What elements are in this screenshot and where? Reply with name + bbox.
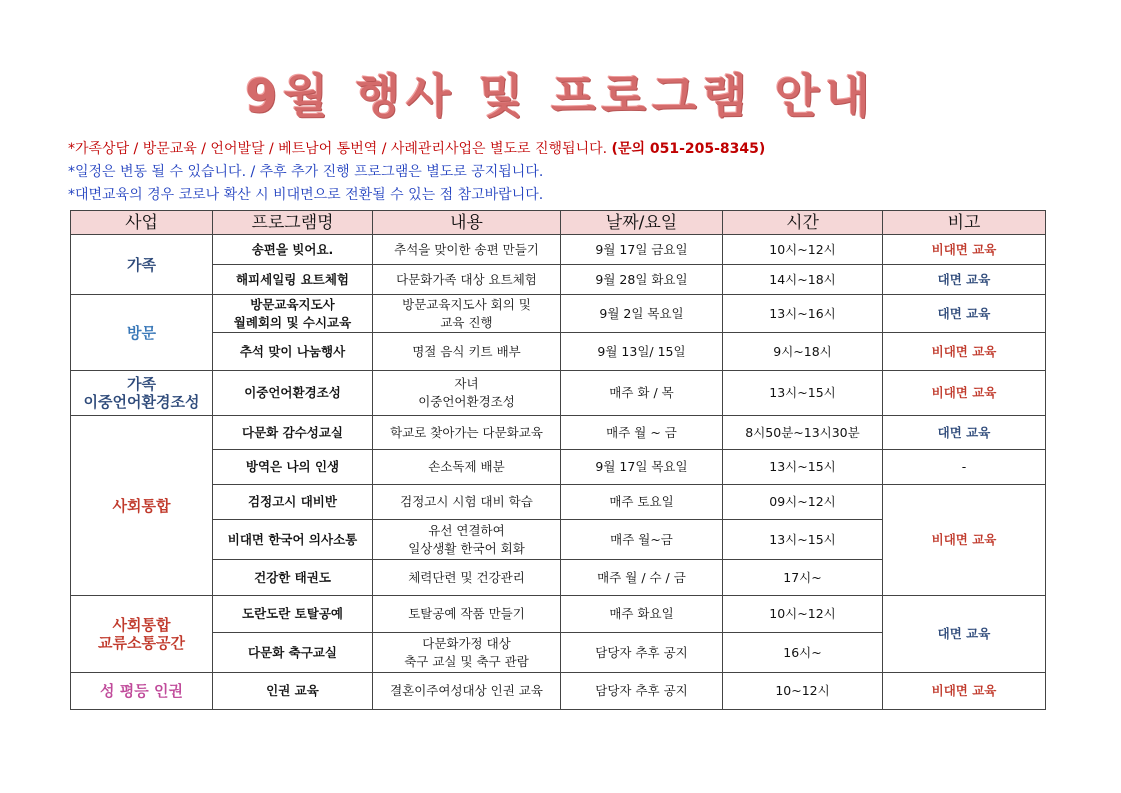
- program-name: 다문화 감수성교실: [213, 416, 373, 450]
- table-row: [71, 450, 1046, 485]
- program-content: 다문화가족 대상 요트체험: [373, 265, 561, 295]
- category-line: 교류소통공간: [98, 634, 185, 652]
- program-date: 9월 13일/ 15일: [561, 333, 723, 371]
- program-content: 검정고시 시험 대비 학습: [373, 485, 561, 520]
- table-row: [71, 265, 1046, 295]
- category-exchange: [71, 596, 213, 673]
- program-date: 담당자 추후 공지: [561, 673, 723, 710]
- notice-line-2: *일정은 변동 될 수 있습니다. / 추후 추가 진행 프로그램은 별도로 공지됩니다.: [68, 164, 544, 180]
- page-title: 9월 행사 및 프로그램 안내: [245, 69, 876, 123]
- program-time: 17시~: [723, 560, 883, 596]
- table-header-row: [71, 211, 1046, 235]
- notice-block: [68, 138, 765, 207]
- program-date: 매주 월 ~ 금: [561, 416, 723, 450]
- table-row: [71, 235, 1046, 265]
- category-line: 이중언어환경조성: [83, 393, 200, 411]
- header-content: 내용: [373, 211, 561, 235]
- program-time: 9시~18시: [723, 333, 883, 371]
- table-row: [71, 295, 1046, 333]
- category-bilingual: [71, 371, 213, 416]
- program-content: [373, 520, 561, 560]
- program-name-line: 월례회의 및 수시교육: [233, 314, 352, 330]
- table-row: [71, 416, 1046, 450]
- program-time: 13시~15시: [723, 371, 883, 416]
- header-business: 사업: [71, 211, 213, 235]
- category-gender: 성 평등 인권: [71, 673, 213, 710]
- program-note: -: [883, 450, 1046, 485]
- program-date: 매주 토요일: [561, 485, 723, 520]
- header-note: 비고: [883, 211, 1046, 235]
- notice-line-1: [68, 138, 765, 161]
- program-time: 10~12시: [723, 673, 883, 710]
- schedule-table: [70, 210, 1046, 710]
- program-date: 매주 월 / 수 / 금: [561, 560, 723, 596]
- table-row: [71, 673, 1046, 710]
- program-content: 추석을 맞이한 송편 만들기: [373, 235, 561, 265]
- program-name: [213, 295, 373, 333]
- program-time: 14시~18시: [723, 265, 883, 295]
- program-content-line: 교육 진행: [440, 314, 493, 330]
- program-content: 명절 음식 키트 배부: [373, 333, 561, 371]
- program-date: 9월 2일 목요일: [561, 295, 723, 333]
- program-note: 비대면 교육: [883, 371, 1046, 416]
- program-date: 9월 17일 목요일: [561, 450, 723, 485]
- notice-line-3: *대면교육의 경우 코로나 확산 시 비대면으로 전환될 수 있는 점 참고바랍니다.: [68, 187, 544, 203]
- program-date: 매주 월~금: [561, 520, 723, 560]
- program-name-line: 방문교육지도사: [250, 296, 335, 312]
- program-name: 이중언어환경조성: [213, 371, 373, 416]
- program-content: [373, 633, 561, 673]
- category-line: 가족: [127, 375, 156, 393]
- program-note: 비대면 교육: [883, 485, 1046, 596]
- program-content-line: 축구 교실 및 축구 관람: [404, 653, 529, 669]
- program-time: 16시~: [723, 633, 883, 673]
- program-name: 비대면 한국어 의사소통: [213, 520, 373, 560]
- category-family: 가족: [71, 235, 213, 295]
- category-social: 사회통합: [71, 416, 213, 596]
- program-note: 비대면 교육: [883, 333, 1046, 371]
- program-content-line: 다문화가정 대상: [422, 635, 511, 651]
- program-content-line: 유선 연결하여: [428, 522, 505, 538]
- program-time: 13시~15시: [723, 450, 883, 485]
- program-date: 9월 17일 금요일: [561, 235, 723, 265]
- contact-phone: (문의 051-205-8345): [611, 141, 766, 157]
- program-date: 담당자 추후 공지: [561, 633, 723, 673]
- program-date: 9월 28일 화요일: [561, 265, 723, 295]
- program-time: 8시50분~13시30분: [723, 416, 883, 450]
- program-name: 인권 교육: [213, 673, 373, 710]
- program-time: 09시~12시: [723, 485, 883, 520]
- program-content: 체력단련 및 건강관리: [373, 560, 561, 596]
- program-content-line: 일상생활 한국어 회화: [408, 540, 525, 556]
- program-name: 송편을 빚어요.: [213, 235, 373, 265]
- program-name: 도란도란 토탈공예: [213, 596, 373, 633]
- program-content: [373, 295, 561, 333]
- program-content: 학교로 찾아가는 다문화교육: [373, 416, 561, 450]
- program-time: 13시~16시: [723, 295, 883, 333]
- program-time: 10시~12시: [723, 596, 883, 633]
- program-name: 검정고시 대비반: [213, 485, 373, 520]
- program-date: 매주 화 / 목: [561, 371, 723, 416]
- program-time: 13시~15시: [723, 520, 883, 560]
- program-time: 10시~12시: [723, 235, 883, 265]
- program-content: 결혼이주여성대상 인권 교육: [373, 673, 561, 710]
- program-note: 대면 교육: [883, 416, 1046, 450]
- program-note: 대면 교육: [883, 596, 1046, 673]
- table-row: [71, 333, 1046, 371]
- program-name: 방역은 나의 인생: [213, 450, 373, 485]
- table-row: [71, 485, 1046, 520]
- program-name: 해피세일링 요트체험: [213, 265, 373, 295]
- program-note: 비대면 교육: [883, 235, 1046, 265]
- program-name: 건강한 태권도: [213, 560, 373, 596]
- program-name: 추석 맞이 나눔행사: [213, 333, 373, 371]
- program-content: 토탈공예 작품 만들기: [373, 596, 561, 633]
- header-time: 시간: [723, 211, 883, 235]
- program-content: [373, 371, 561, 416]
- category-line: 사회통합: [112, 616, 171, 634]
- category-visit: 방문: [71, 295, 213, 371]
- program-note: 대면 교육: [883, 295, 1046, 333]
- program-date: 매주 화요일: [561, 596, 723, 633]
- program-content-line: 이중언어환경조성: [418, 394, 515, 409]
- program-note: 대면 교육: [883, 265, 1046, 295]
- program-content: 손소독제 배분: [373, 450, 561, 485]
- notice-text-1: *가족상담 / 방문교육 / 언어발달 / 베트남어 통번역 / 사례관리사업은 별도로 진행됩니다.: [68, 141, 608, 157]
- program-content-line: 방문교육지도사 회의 및: [402, 296, 531, 312]
- table-row: [71, 371, 1046, 416]
- header-date: 날짜/요일: [561, 211, 723, 235]
- table-row: [71, 596, 1046, 633]
- header-program: 프로그램명: [213, 211, 373, 235]
- program-content-line: 자녀: [454, 376, 479, 391]
- program-note: 비대면 교육: [883, 673, 1046, 710]
- program-name: 다문화 축구교실: [213, 633, 373, 673]
